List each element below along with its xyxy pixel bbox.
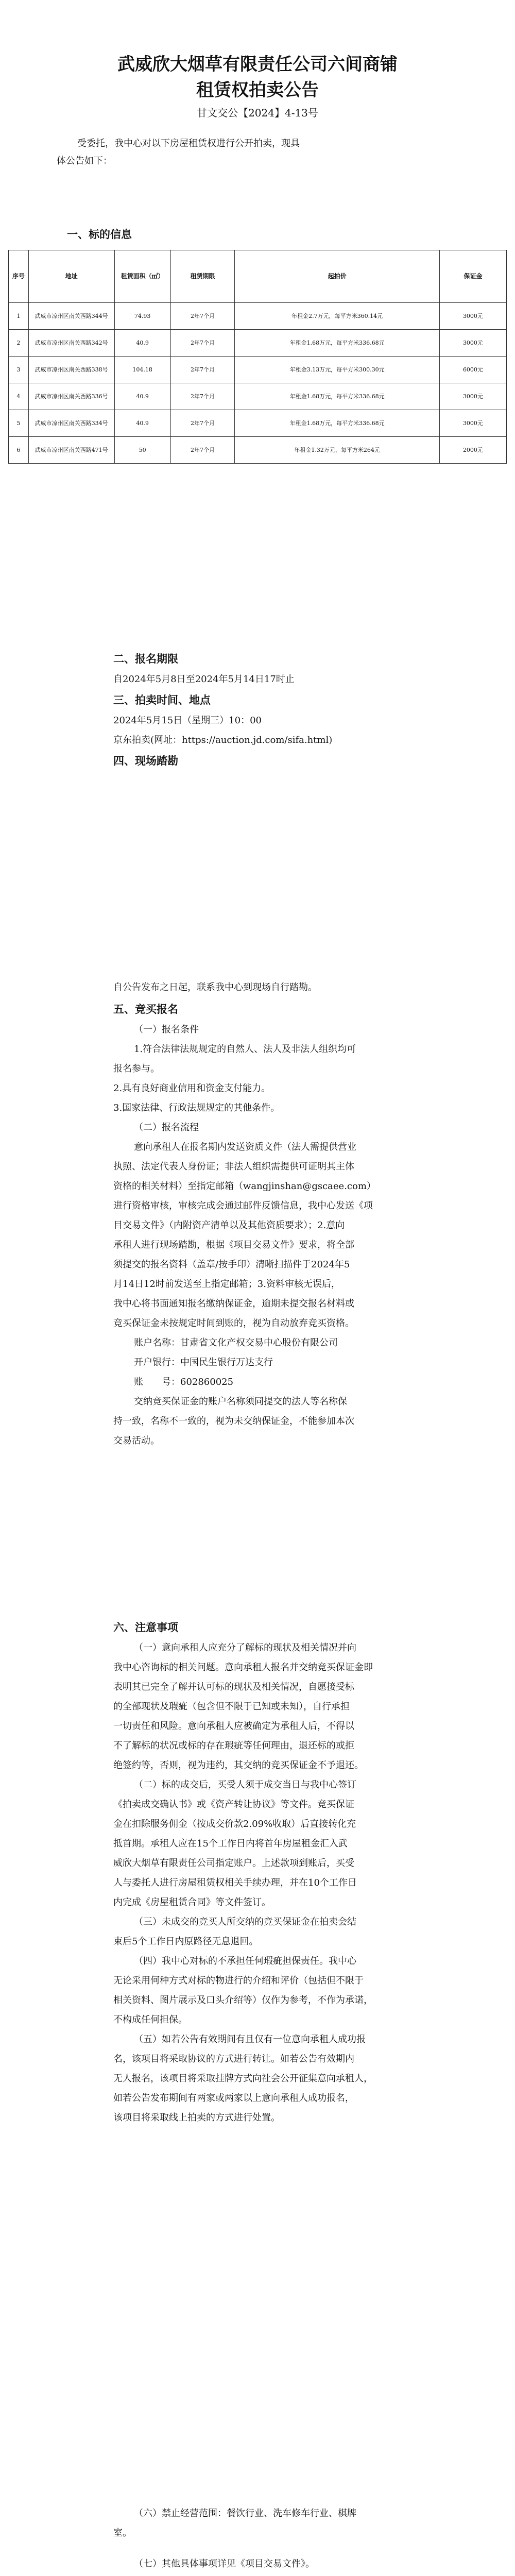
account-number: 602860025	[180, 1377, 234, 1387]
cell-area: 104.18	[114, 357, 170, 383]
note-line: （四）我中心对标的不承担任何瑕疵担保责任。我中心	[134, 1956, 356, 1967]
section-site-inspection: 四、现场踏勘	[113, 754, 178, 767]
note-line: 不构成任何担保。	[113, 2014, 187, 2025]
bid-condition-2: 2.具有良好商业信用和资金支付能力。	[113, 1083, 271, 1094]
cell-address: 武威市凉州区南关西路338号	[28, 357, 114, 383]
cell-area: 74.93	[114, 303, 170, 330]
cell-term: 2年7个月	[170, 357, 235, 383]
cell-address: 武威市凉州区南关西路342号	[28, 330, 114, 357]
account-number-label: 账 号：	[134, 1377, 180, 1387]
account-number-row	[134, 1374, 233, 1391]
cell-start-price: 年租金1.68万元，每平方米336.68元	[235, 410, 439, 437]
cell-deposit: 6000元	[439, 357, 506, 383]
account-bank: 开户银行：中国民生银行万达支行	[134, 1357, 273, 1368]
cell-term: 2年7个月	[170, 437, 235, 464]
table-row	[9, 383, 507, 410]
table-row	[9, 410, 507, 437]
bid-condition-1b: 报名参与。	[113, 1063, 160, 1074]
bid-conditions-heading: （一）报名条件	[134, 1024, 199, 1035]
table-row	[9, 437, 507, 464]
section-registration: 二、报名期限	[113, 652, 178, 665]
intro-line-1: 受委托，我中心对以下房屋租赁权进行公开拍卖，现具	[77, 138, 300, 149]
note-line: 《拍卖成交确认书》或《资产转让协议》等文件。竞买保证	[113, 1799, 354, 1810]
note-line: 无论采用何种方式对标的物进行的介绍和评价（包括但不限于	[113, 1975, 364, 1986]
bid-process-line: 承租人进行现场踏勘，根据《项目交易文件》要求，将全部	[113, 1240, 354, 1250]
cell-index: 4	[9, 383, 29, 410]
note-line: 无人报名，该项目将采取挂牌方式向社会公开征集意向承租人，	[113, 2073, 373, 2084]
cell-area: 40.9	[114, 410, 170, 437]
note-line: 内完成《房屋租赁合同》等文件签订。	[113, 1897, 271, 1908]
bid-process-line: 进行资格审核，审核完成会通过邮件反馈信息，我中心发送《项	[113, 1200, 373, 1211]
deposit-note-line: 持一致，名称不一致的，视为未交纳保证金，不能参加本次	[113, 1416, 354, 1427]
registration-period: 自2024年5月8日至2024年5月14日17时止	[113, 674, 295, 685]
bid-process-line: 月14日12时前发送至上指定邮箱；3.资料审核无误后，	[113, 1279, 340, 1290]
cell-index: 3	[9, 357, 29, 383]
col-header-term: 租赁期限	[170, 250, 235, 303]
cell-index: 1	[9, 303, 29, 330]
section-lot-info: 一、标的信息	[67, 228, 132, 241]
note-line: 束后5个工作日内原路径无息退回。	[113, 1936, 259, 1947]
bid-process-line: 我中心将书面通知报名缴纳保证金，逾期未提交报名材料或	[113, 1298, 354, 1309]
note-line: 人与委托人进行房屋租赁权相关手续办理，并在10个工作日	[113, 1877, 357, 1888]
cell-deposit: 3000元	[439, 303, 506, 330]
col-header-area: 租赁面积（㎡）	[114, 250, 170, 303]
note-line: 金在扣除服务佣金（按成交价款2.09%收取）后直接转化充	[113, 1819, 356, 1829]
section-bid-registration: 五、竞买报名	[113, 1003, 178, 1015]
cell-address: 武威市凉州区南关西路471号	[28, 437, 114, 464]
cell-term: 2年7个月	[170, 383, 235, 410]
lots-table	[8, 250, 507, 464]
cell-deposit: 3000元	[439, 383, 506, 410]
cell-start-price: 年租金2.7万元，每平方米360.14元	[235, 303, 439, 330]
cell-start-price: 年租金3.13万元，每平方米300.30元	[235, 357, 439, 383]
cell-index: 6	[9, 437, 29, 464]
note-line: 不了解标的状况或标的存在瑕疵等任何理由，退还标的或拒	[113, 1740, 354, 1751]
col-header-start-price: 起拍价	[235, 250, 439, 303]
note-line: 该项目将采取线上拍卖的方式进行处置。	[113, 2112, 280, 2123]
table-row	[9, 330, 507, 357]
deposit-note-line: 交纳竞买保证金的账户名称须同提交的法人等名称保	[134, 1396, 347, 1407]
note-line: 如若公告发布期间有两家或两家以上意向承租人成功报名，	[113, 2093, 354, 2104]
cell-area: 40.9	[114, 330, 170, 357]
note-line: 的全部现状及瑕疵（包含但不限于已知或未知），自行承担	[113, 1701, 350, 1712]
bid-process-heading: （二）报名流程	[134, 1122, 199, 1133]
deposit-note-line: 交易活动。	[113, 1435, 160, 1446]
note-line: （五）如若公告有效期间有且仅有一位意向承租人成功报	[134, 2034, 366, 2045]
intro-line-2: 体公告如下：	[57, 156, 112, 166]
bid-process-line: 目交易文件》（内附资产清单以及其他资质要求）；2.意向	[113, 1220, 345, 1231]
note-line: 绝签约等，否则，视为违约，其交纳的竞买保证金不予退还。	[113, 1760, 364, 1771]
note-line: 我中心咨询标的相关问题。意向承租人报名并交纳竞买保证金即	[113, 1662, 373, 1673]
note-line: 相关资料、图片展示及口头介绍等）仅作为参考，不作为承诺，	[113, 1995, 373, 2006]
note-line: 一切责任和风险。意向承租人应被确定为承租人后，不得以	[113, 1721, 354, 1732]
section-notes: 六、注意事项	[113, 1621, 178, 1634]
cell-deposit: 3000元	[439, 410, 506, 437]
bid-process-line: 资格的相关材料）至指定邮箱（wangjinshan@gscaee.com）	[113, 1181, 376, 1192]
section-auction-time-place: 三、拍卖时间、地点	[113, 693, 211, 706]
cell-deposit: 2000元	[439, 437, 506, 464]
table-header-row	[9, 250, 507, 303]
cell-deposit: 3000元	[439, 330, 506, 357]
cell-term: 2年7个月	[170, 303, 235, 330]
cell-area: 50	[114, 437, 170, 464]
note-line: （三）未成交的竞买人所交纳的竞买保证金在拍卖会结	[134, 1917, 356, 1927]
cell-start-price: 年租金1.68万元，每平方米336.68元	[235, 383, 439, 410]
table-row	[9, 303, 507, 330]
cell-address: 武威市凉州区南关西路334号	[28, 410, 114, 437]
bid-condition-3: 3.国家法律、行政法规规定的其他条件。	[113, 1103, 280, 1113]
cell-term: 2年7个月	[170, 410, 235, 437]
col-header-deposit: 保证金	[439, 250, 506, 303]
cell-term: 2年7个月	[170, 330, 235, 357]
col-header-index: 序号	[9, 250, 29, 303]
note-line: 室。	[113, 2528, 132, 2538]
auction-place: 京东拍卖(网址：https://auction.jd.com/sifa.html)	[113, 735, 333, 745]
bid-process-line: 执照、法定代表人身份证；非法人组织需提供可证明其主体	[113, 1161, 354, 1172]
bid-process-line: 竞买保证金未按规定时间到账的，视为自动放弃竞买资格。	[113, 1318, 354, 1329]
bid-process-line: 意向承租人在报名期内发送资质文件（法人需提供营业	[134, 1142, 356, 1153]
cell-address: 武威市凉州区南关西路336号	[28, 383, 114, 410]
cell-index: 2	[9, 330, 29, 357]
note-line: 名，该项目将采取协议的方式进行转让。如若公告有效期内	[113, 2054, 354, 2064]
table-row	[9, 357, 507, 383]
doc-number: 甘文交公【2024】4-13号	[197, 107, 318, 119]
doc-title-line1: 武威欣大烟草有限责任公司六间商铺	[117, 54, 398, 75]
note-line: （六）禁止经营范围：餐饮行业、洗车修车行业、棋牌	[134, 2508, 356, 2519]
cell-address: 武威市凉州区南关西路344号	[28, 303, 114, 330]
cell-start-price: 年租金1.32万元，每平方米264元	[235, 437, 439, 464]
bid-condition-1a: 1.符合法律法规规定的自然人、法人及非法人组织均可	[134, 1044, 356, 1055]
note-line: 威欣大烟草有限责任公司指定账户。上述款项到账后，买受	[113, 1858, 354, 1869]
note-line: （一）意向承租人应充分了解标的现状及相关情况并向	[134, 1642, 356, 1653]
account-name: 账户名称：甘肃省文化产权交易中心股份有限公司	[134, 1337, 338, 1348]
cell-index: 5	[9, 410, 29, 437]
cell-start-price: 年租金1.68万元，每平方米336.68元	[235, 330, 439, 357]
auction-time: 2024年5月15日（星期三）10：00	[113, 715, 262, 726]
bid-process-line: 须提交的报名资料（盖章/按手印）清晰扫描件于2024年5	[113, 1259, 350, 1270]
cell-area: 40.9	[114, 383, 170, 410]
inspection-text: 自公告发布之日起，联系我中心到现场自行踏勘。	[113, 982, 317, 993]
note-line: 表明其已完全了解并认可标的现状及相关情况，自愿接受标	[113, 1682, 354, 1692]
note-line: 抵首期。承租人应在15个工作日内将首年房屋租金汇入武	[113, 1838, 348, 1849]
col-header-address: 地址	[28, 250, 114, 303]
note-line: （七）其他具体事项详见《项目交易文件》。	[134, 2558, 315, 2569]
note-line: （二）标的成交后，买受人须于成交当日与我中心签订	[134, 1780, 356, 1790]
doc-title-line2: 租赁权拍卖公告	[196, 80, 319, 100]
